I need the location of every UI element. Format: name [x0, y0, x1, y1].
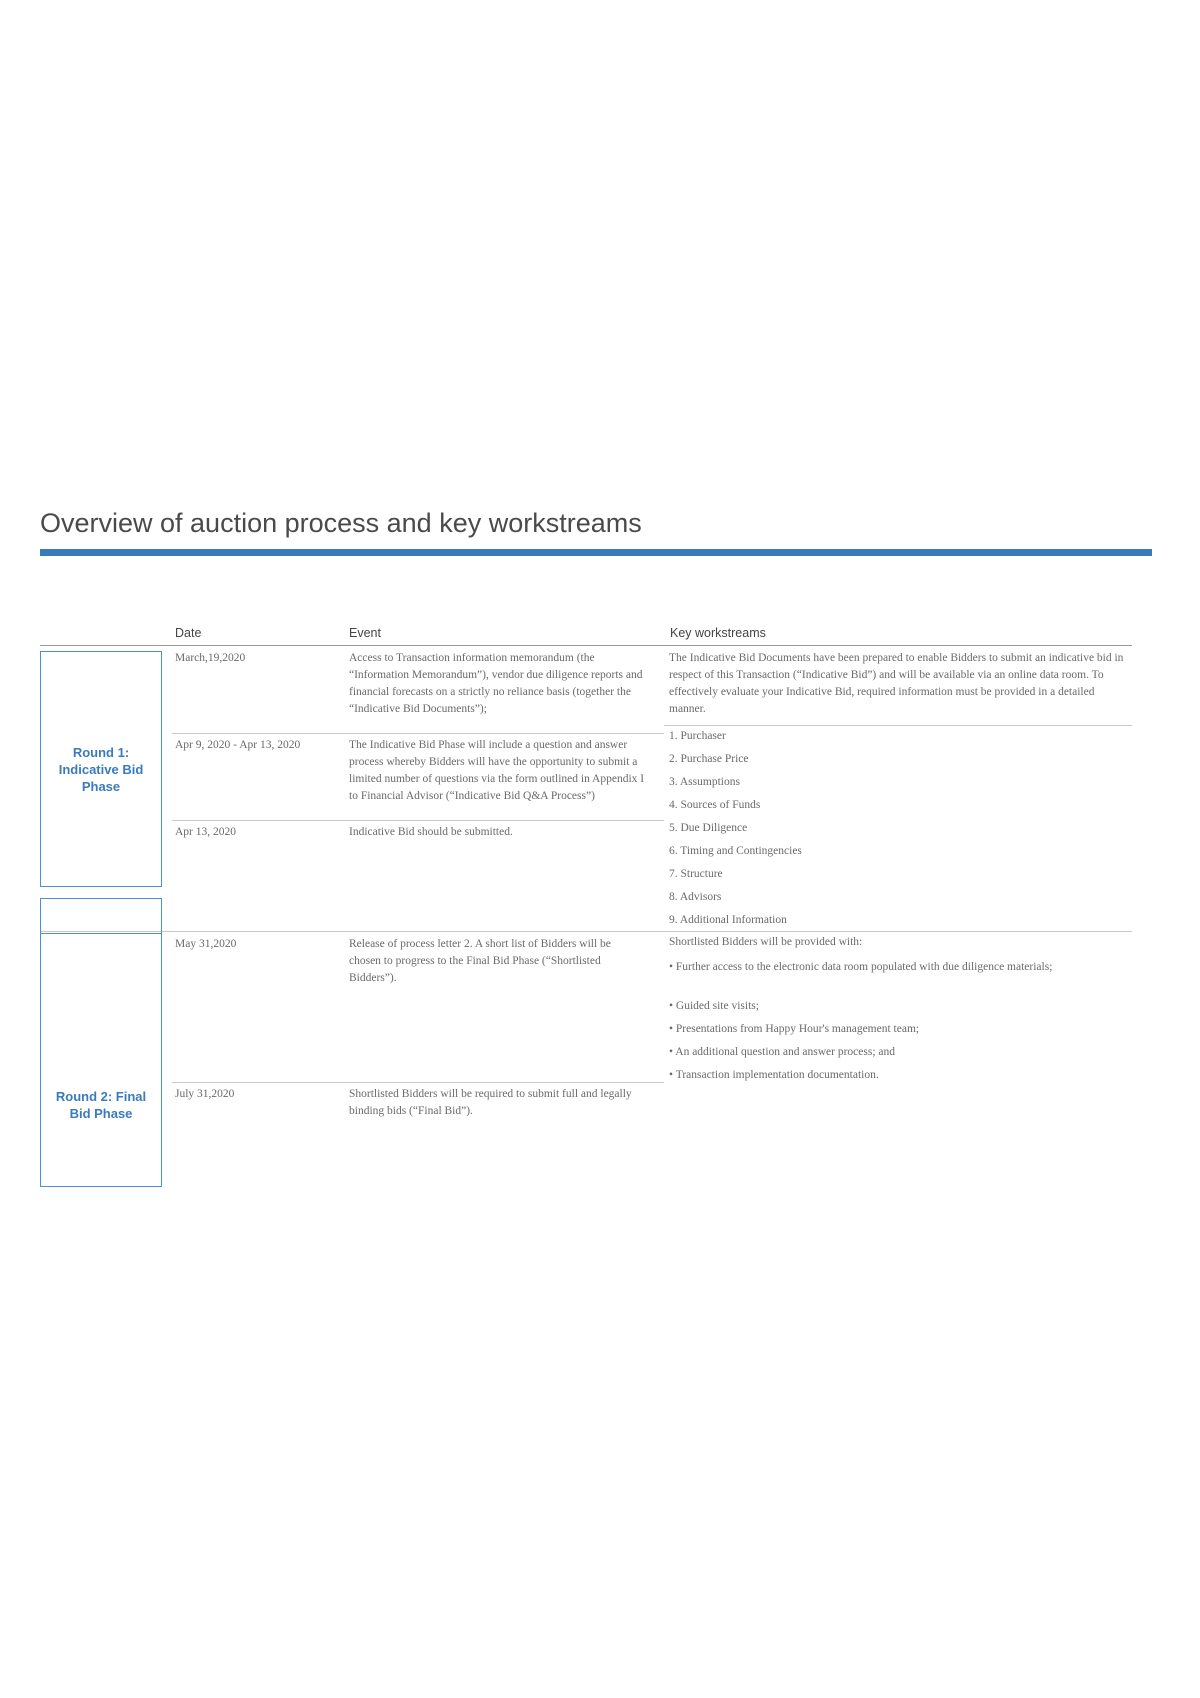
- row-divider: [664, 725, 1132, 726]
- row-date: Apr 13, 2020: [175, 826, 237, 838]
- round1-workstreams-intro: The Indicative Bid Documents have been prepared to enable Bidders to submit an indicative bid in respect of this Transaction (“Indicative Bid”) and will be available via an online data room. To effectively evaluate your Indicative Bid, required information must be provided in a detailed manner.: [669, 652, 1124, 715]
- workstream-bullet: • Guided site visits;: [669, 1000, 759, 1012]
- page-title: Overview of auction process and key workstreams: [40, 508, 642, 538]
- round2-phase-label: Round 2: Final Bid Phase: [55, 1089, 147, 1121]
- workstream-item: 8. Advisors: [669, 891, 722, 903]
- workstream-bullet: • An additional question and answer process; and: [669, 1046, 895, 1058]
- workstream-bullet: • Transaction implementation documentation.: [669, 1069, 879, 1081]
- row-event: Access to Transaction information memorandum (the “Information Memorandum”), vendor due diligence reports and financial forecasts on a strictly no reliance basis (together the “Indicative Bid Documents”);: [349, 652, 643, 715]
- workstream-item: 2. Purchase Price: [669, 753, 749, 765]
- row-event: The Indicative Bid Phase will include a question and answer process whereby Bidders will have the opportunity to submit a limited number of questions via the form outlined in Appendix I to Financial Advisor (“Indicative Bid Q&A Process”): [349, 739, 645, 802]
- phase-spacer-box: [40, 898, 162, 933]
- workstream-item: 6. Timing and Contingencies: [669, 845, 802, 857]
- row-event: Indicative Bid should be submitted.: [349, 826, 513, 838]
- title-rule: [40, 549, 1152, 556]
- round2-workstreams-intro: Shortlisted Bidders will be provided with:: [669, 936, 863, 948]
- row-event: Release of process letter 2. A short list of Bidders will be chosen to progress to the Final Bid Phase (“Shortlisted Bidders”).: [349, 938, 611, 984]
- header-rule: [40, 645, 1132, 646]
- row-divider: [172, 820, 664, 821]
- workstream-bullet: • Further access to the electronic data room populated with due diligence materials;: [669, 961, 1053, 973]
- header-date: Date: [175, 626, 202, 640]
- header-event: Event: [349, 626, 381, 640]
- row-divider: [172, 733, 664, 734]
- row-date: March,19,2020: [175, 652, 246, 664]
- round2-phase-box: [40, 933, 162, 1187]
- workstream-item: 9. Additional Information: [669, 914, 787, 926]
- header-key-workstreams: Key workstreams: [670, 626, 766, 640]
- workstream-item: 7. Structure: [669, 868, 723, 880]
- round1-phase-box: [40, 651, 162, 887]
- workstream-item: 3. Assumptions: [669, 776, 740, 788]
- row-event: Shortlisted Bidders will be required to submit full and legally binding bids (“Final Bid”).: [349, 1088, 632, 1117]
- workstream-bullet: • Presentations from Happy Hour's management team;: [669, 1023, 920, 1035]
- row-date: July 31,2020: [175, 1088, 235, 1100]
- workstream-item: 5. Due Diligence: [669, 822, 748, 834]
- phase-divider: [40, 931, 1132, 932]
- row-date: May 31,2020: [175, 938, 237, 950]
- row-divider: [172, 1082, 664, 1083]
- round1-phase-label: Round 1: Indicative Bid Phase: [58, 744, 144, 794]
- workstream-item: 1. Purchaser: [669, 730, 726, 742]
- workstream-item: 4. Sources of Funds: [669, 799, 761, 811]
- row-date: Apr 9, 2020 - Apr 13, 2020: [175, 739, 301, 751]
